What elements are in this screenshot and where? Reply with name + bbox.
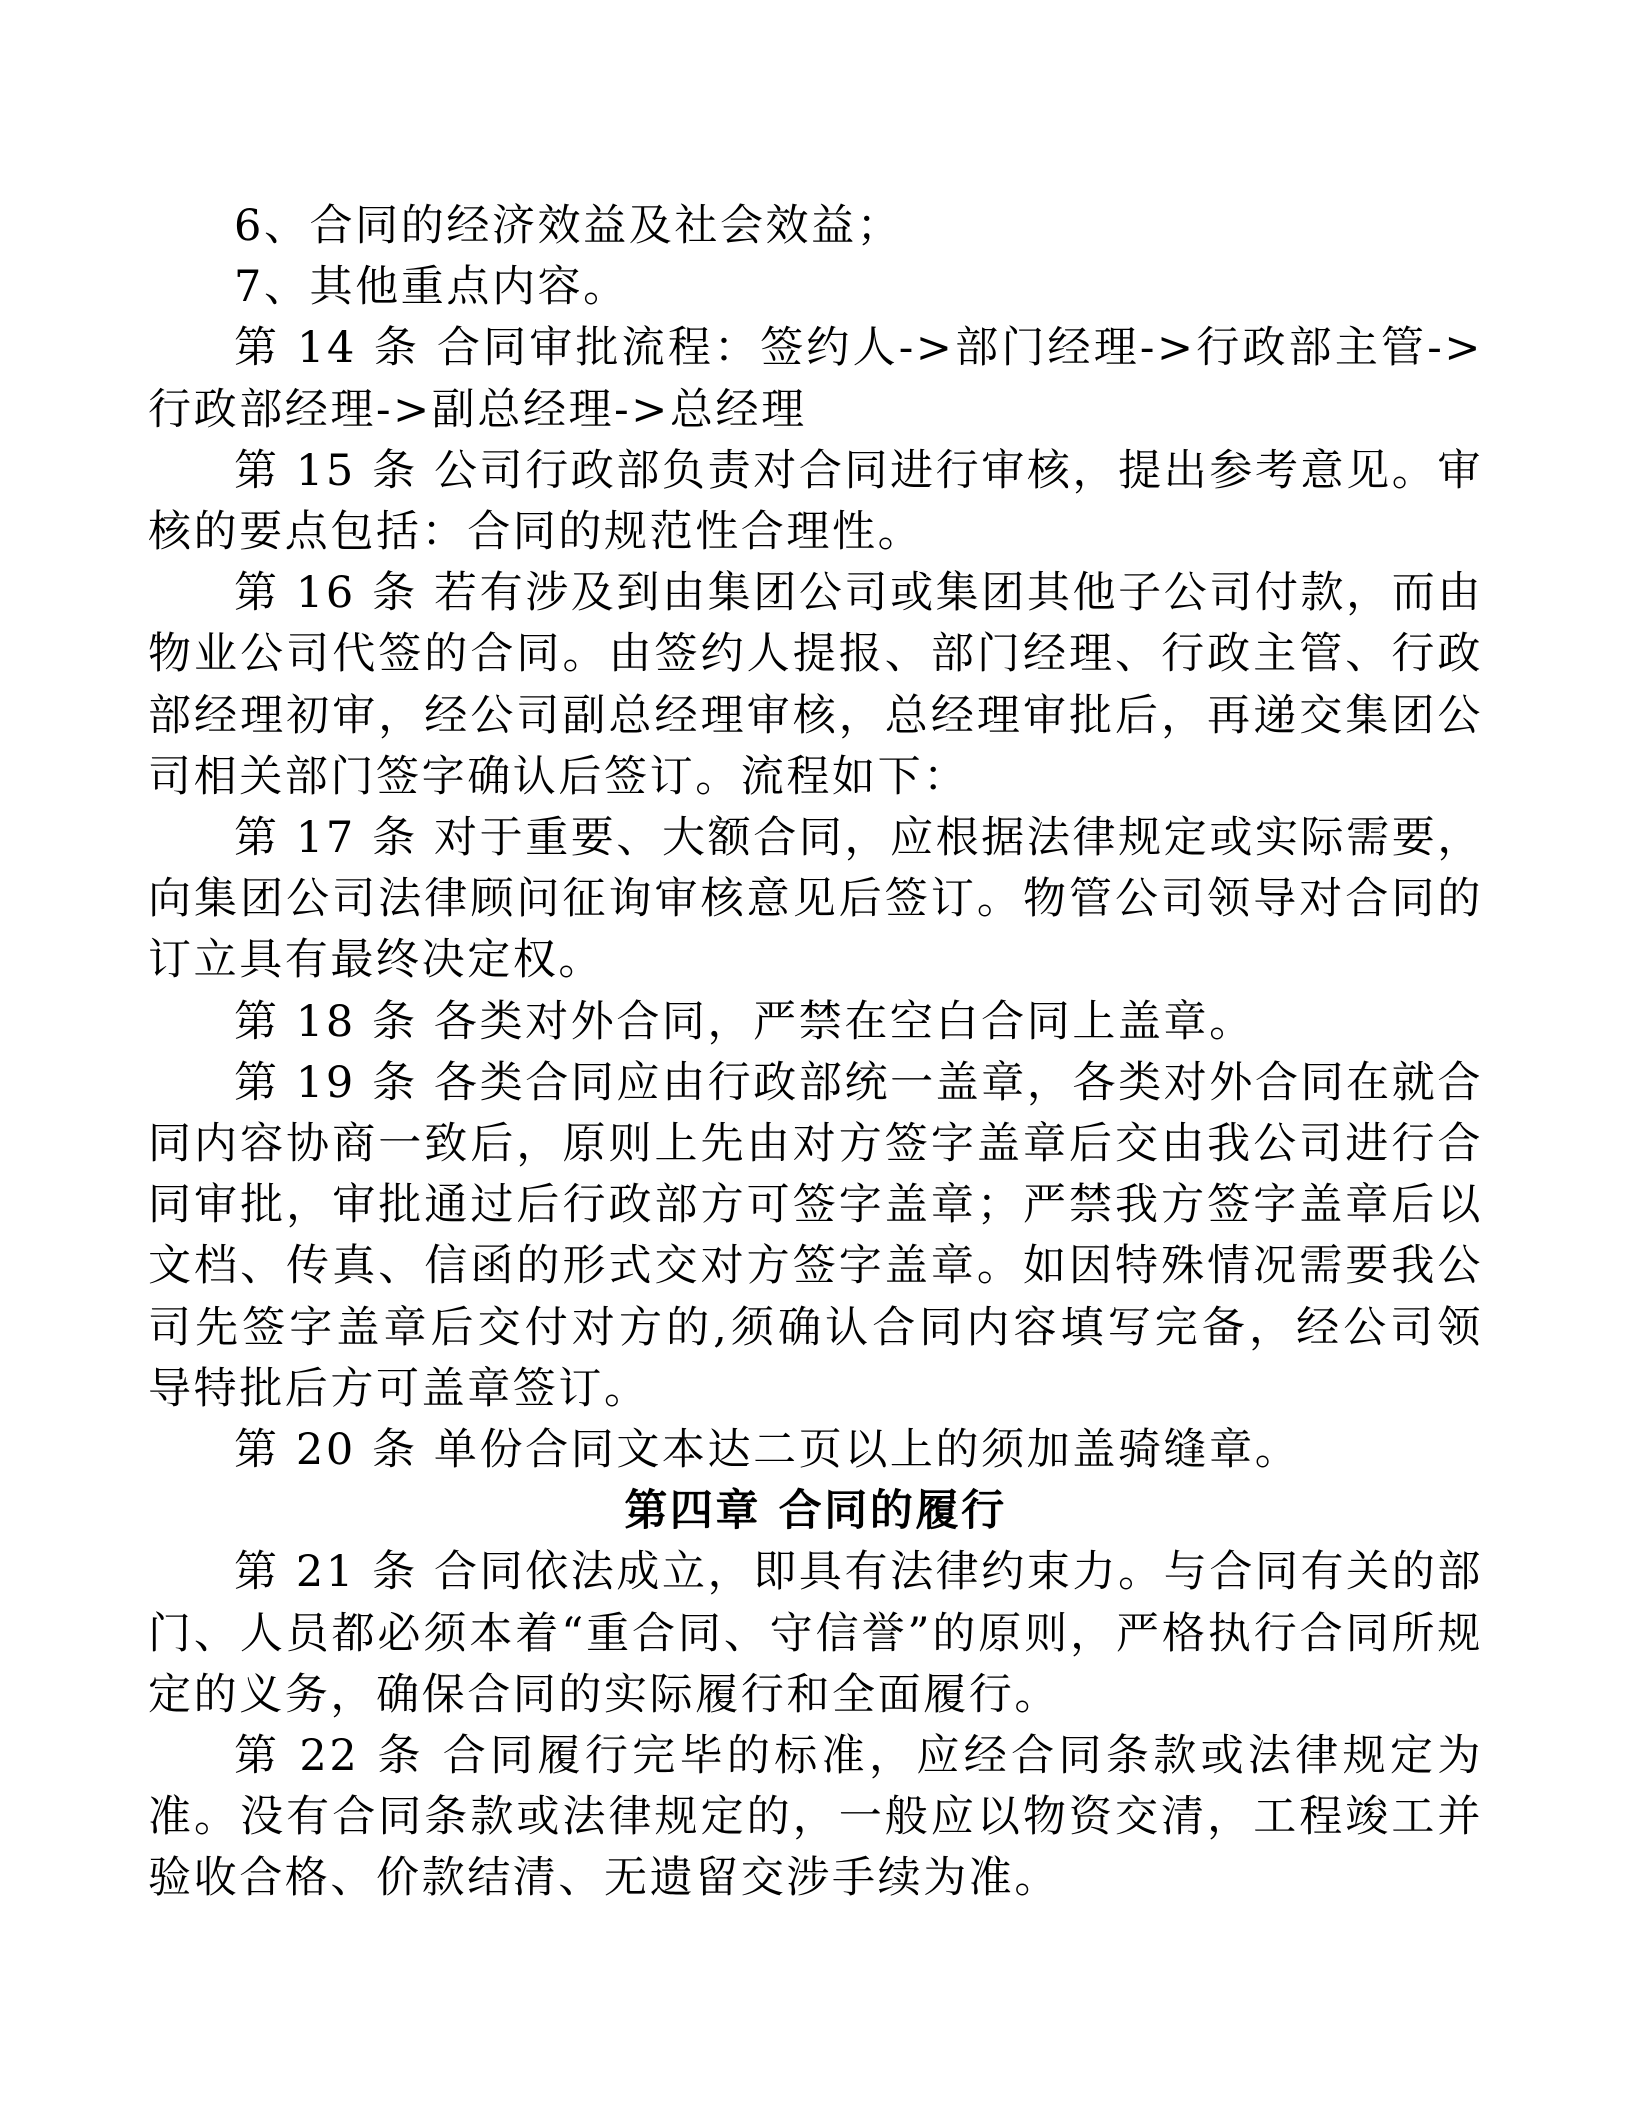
article-15: 第 15 条 公司行政部负责对合同进行审核，提出参考意见。审核的要点包括：合同的规范性合理性。 [148, 445, 1483, 558]
article-16: 第 16 条 若有涉及到由集团公司或集团其他子公司付款，而由物业公司代签的合同。由签约人提报、部门经理、行政主管、行政部经理初审，经公司副总经理审核，总经理审批后，再递交集团公司相关部门签字确认后签订。流程如下： [148, 568, 1483, 802]
article-14: 第 14 条 合同审批流程：签约人->部门经理->行政部主管->行政部经理->副总经理->总经理 [148, 323, 1483, 435]
article-21: 第 21 条 合同依法成立，即具有法律约束力。与合同有关的部门、人员都必须本着“重合同、守信誉”的原则，严格执行合同所规定的义务，确保合同的实际履行和全面履行。 [148, 1547, 1483, 1720]
list-item-7: 7、其他重点内容。 [234, 262, 629, 313]
article-22: 第 22 条 合同履行完毕的标准，应经合同条款或法律规定为准。没有合同条款或法律规定的，一般应以物资交清，工程竣工并验收合格、价款结清、无遗留交涉手续为准。 [148, 1731, 1483, 1904]
chapter-heading: 第四章 合同的履行 [624, 1486, 1007, 1537]
article-19: 第 19 条 各类合同应由行政部统一盖章，各类对外合同在就合同内容协商一致后，原则上先由对方签字盖章后交由我公司进行合同审批，审批通过后行政部方可签字盖章；严禁我方签字盖章后以文档、传真、信函的形式交对方签字盖章。如因特殊情况需要我公司先签字盖章后交付对方的,须确认合同内容填写完备，经公司领导特批后方可盖章签订。 [148, 1057, 1483, 1414]
document-page [148, 196, 1483, 1910]
article-20: 第 20 条 单份合同文本达二页以上的须加盖骑缝章。 [234, 1425, 1301, 1476]
article-17: 第 17 条 对于重要、大额合同，应根据法律规定或实际需要，向集团公司法律顾问征询审核意见后签订。物管公司领导对合同的订立具有最终决定权。 [148, 813, 1483, 986]
list-item-6: 6、合同的经济效益及社会效益； [234, 201, 903, 251]
article-18: 第 18 条 各类对外合同，严禁在空白合同上盖章。 [234, 996, 1255, 1047]
